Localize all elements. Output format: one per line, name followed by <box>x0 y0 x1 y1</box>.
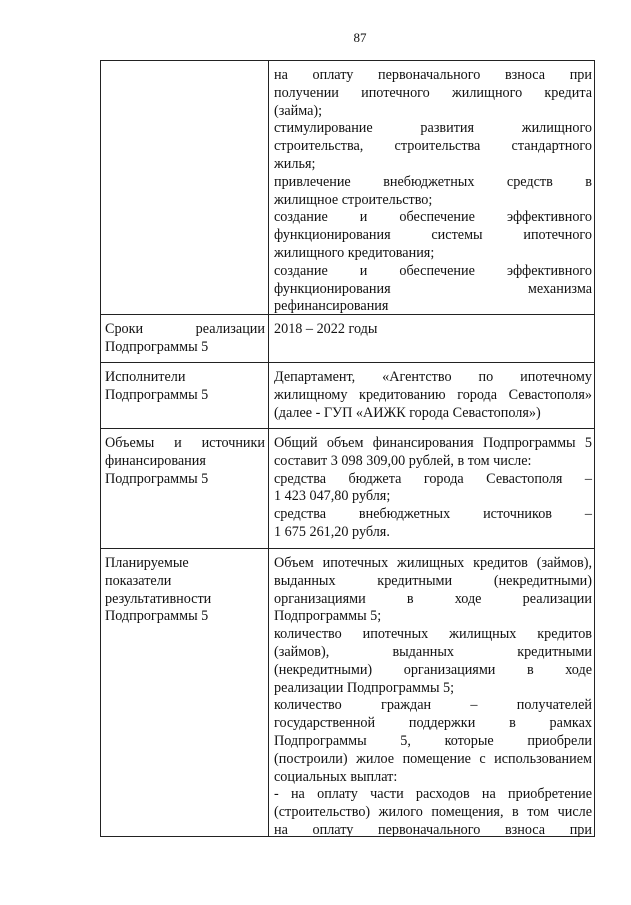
row-3-value-line: Общий объем финансирования Подпрограммы 5 <box>274 435 592 451</box>
row-4-value-line: Объем ипотечных жилищных кредитов (займов), <box>274 555 592 571</box>
row-4-value-cell <box>269 549 596 838</box>
row-0-value-line: привлечение внебюджетных средств в <box>274 173 592 190</box>
row-4-value-line: Подпрограммы 5; <box>274 608 382 625</box>
row-4-label-line: Подпрограммы 5 <box>105 608 209 625</box>
row-4-value-line: организациями в ходе реализации <box>274 590 592 607</box>
table-row-continuation <box>101 61 594 315</box>
row-4-value-line: - на оплату части расходов на приобретение <box>274 786 592 803</box>
row-4-value-line: реализации Подпрограммы 5; <box>274 679 455 696</box>
row-0-value-line: рефинансирования <box>274 298 389 315</box>
row-3-value-line: средства внебюджетных источников – <box>274 506 592 523</box>
table-row-performance-indicators <box>101 549 594 838</box>
row-0-label-cell <box>101 61 269 314</box>
row-4-value-line: количество граждан – получателей <box>274 697 592 714</box>
row-0-value-line: создание и обеспечение эффективного <box>274 209 592 226</box>
row-1-label-line: Подпрограммы 5 <box>105 338 209 355</box>
row-0-value-line: жилищное строительство; <box>274 191 433 208</box>
row-3-label-line: Объемы и источники <box>105 435 265 451</box>
row-4-label-cell <box>101 549 269 838</box>
row-4-value-line: на оплату первоначального взноса при <box>274 821 592 838</box>
row-2-value-line: жилищному кредитованию города Севастополя» <box>274 386 592 403</box>
row-3-value-cell <box>269 429 596 548</box>
row-4-value-line: выданных кредитными (некредитными) <box>274 572 592 589</box>
row-4-value-line: (построили) жилое помещение с использованием <box>274 750 592 767</box>
row-0-value-line: функционирования системы ипотечного <box>274 227 592 244</box>
row-0-value-line: (займа); <box>274 102 323 119</box>
row-1-value-line: 2018 – 2022 годы <box>274 321 378 337</box>
row-0-value-line: стимулирование развития жилищного <box>274 120 592 137</box>
row-2-label-line: Подпрограммы 5 <box>105 386 209 403</box>
row-3-value-line: средства бюджета города Севастополя – <box>274 470 592 487</box>
row-0-value-line: жилищного кредитования; <box>274 244 435 261</box>
row-4-label-line: показатели <box>105 572 172 589</box>
row-3-value-line: составит 3 098 309,00 рублей, в том числе: <box>274 452 532 469</box>
row-0-value-cell <box>269 61 596 314</box>
row-3-value-line: 1 423 047,80 рубля; <box>274 488 391 505</box>
row-3-value-line: 1 675 261,20 рубля. <box>274 523 390 540</box>
row-0-value-line: строительства, строительства стандартного <box>274 138 592 155</box>
table-row-executors <box>101 363 594 429</box>
row-2-value-line: Департамент, «Агентство по ипотечному <box>274 369 592 385</box>
row-4-value-line: социальных выплат: <box>274 768 398 785</box>
row-0-value-line: на оплату первоначального взноса при <box>274 67 592 83</box>
row-4-label-line: Планируемые <box>105 555 189 571</box>
row-4-value-line: государственной поддержки в рамках <box>274 715 592 732</box>
row-2-value-line: (далее - ГУП «АИЖК города Севастополя») <box>274 404 541 421</box>
table-row-implementation-period <box>101 315 594 363</box>
row-3-label-cell <box>101 429 269 548</box>
row-0-value-line: жилья; <box>274 155 316 172</box>
row-1-value-cell <box>269 315 596 362</box>
row-1-label-line: Сроки реализации <box>105 321 265 337</box>
row-4-value-line: (займов), выданных кредитными <box>274 643 592 660</box>
row-4-value-line: количество ипотечных жилищных кредитов <box>274 626 592 643</box>
row-4-value-line: Подпрограммы 5, которые приобрели <box>274 732 592 749</box>
row-4-label-line: результативности <box>105 590 212 607</box>
row-2-label-line: Исполнители <box>105 369 186 385</box>
table-row-financing <box>101 429 594 549</box>
row-0-value-line: функционирования механизма <box>274 280 592 297</box>
row-3-label-line: Подпрограммы 5 <box>105 470 209 487</box>
row-0-value-line: создание и обеспечение эффективного <box>274 262 592 279</box>
row-1-label-cell <box>101 315 269 362</box>
row-0-value-line: получении ипотечного жилищного кредита <box>274 84 592 101</box>
row-3-label-line: финансирования <box>105 452 206 469</box>
program-passport-table <box>100 60 595 837</box>
row-4-value-line: (строительство) жилого помещения, в том числе <box>274 804 592 821</box>
page-number: 87 <box>353 30 367 45</box>
row-2-value-cell <box>269 363 596 428</box>
row-4-value-line: (некредитными) организациями в ходе <box>274 661 592 678</box>
row-2-label-cell <box>101 363 269 428</box>
